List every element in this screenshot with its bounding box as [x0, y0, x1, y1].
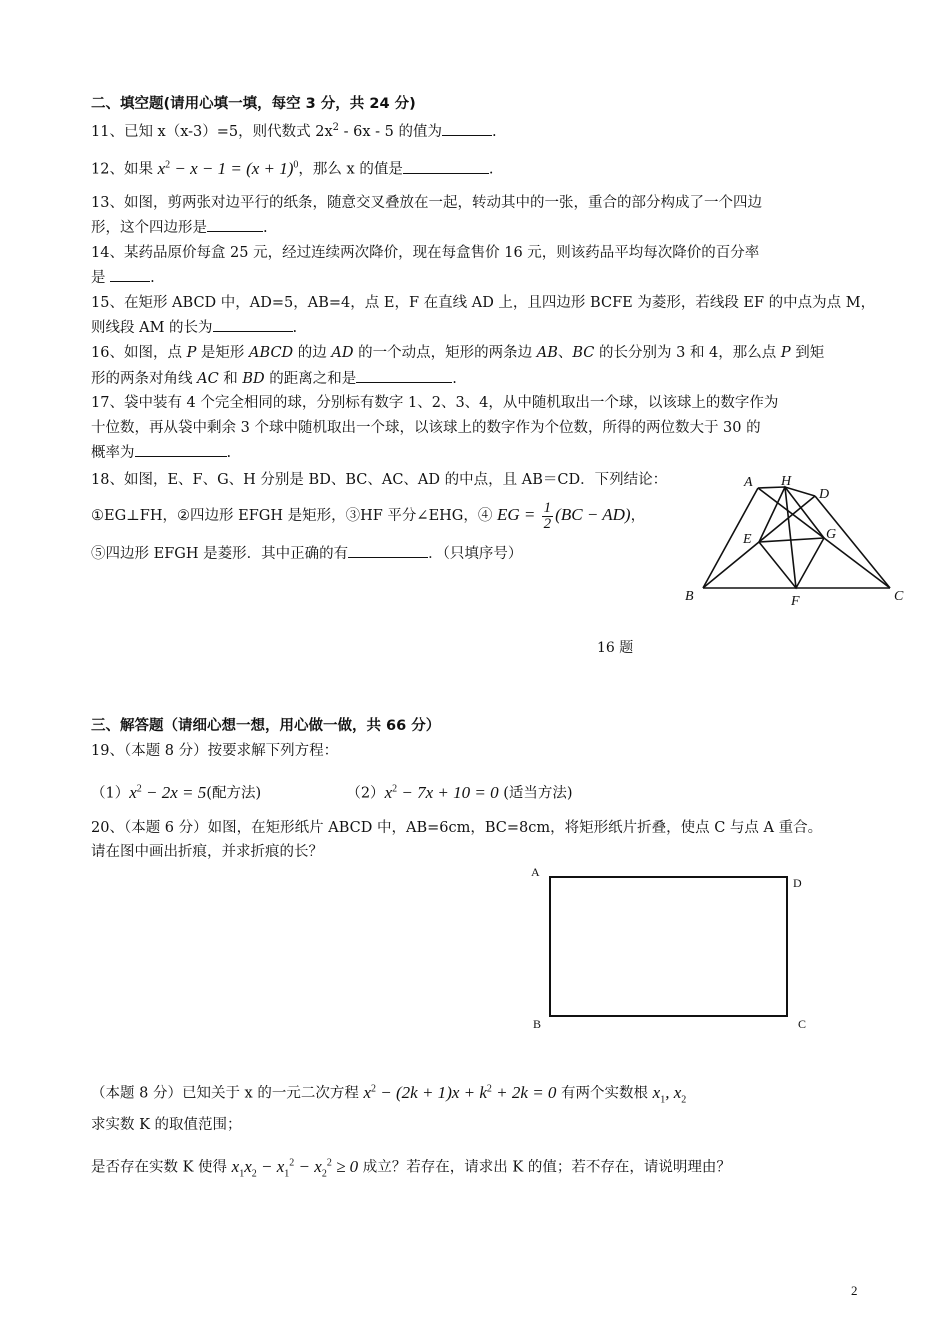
q12-equation: $x^2 - x - 1 = (x + 1)^0$: [157, 158, 299, 178]
q19-part2-label: （2）: [346, 785, 385, 802]
q21-text-d: 成立？若存在，请求出 K 的值；若不存在，请说明理由？: [358, 1159, 731, 1176]
q12-blank[interactable]: [403, 159, 489, 174]
q11-text-b: - 6x - 5 的值为: [339, 123, 443, 140]
q16-t2: 是矩形: [196, 345, 250, 361]
q16-AB: AB: [536, 345, 558, 361]
q14-text: 是: [91, 270, 111, 286]
q18-blank[interactable]: [348, 543, 428, 558]
q19-equation-2: $x^2 - 7x + 10 = 0$: [384, 782, 499, 802]
fig20-label-A: A: [531, 865, 540, 879]
question-19: 19、（本题 8 分）按要求解下列方程：: [91, 743, 339, 759]
fig20-label-B: B: [533, 1017, 542, 1031]
q21-text-b: 有两个实数根: [556, 1085, 653, 1102]
fig18-label-G: G: [826, 527, 837, 542]
fig20-label-D: D: [793, 876, 802, 890]
q16-t7: 到矩: [790, 345, 825, 361]
question-16-line1: [91, 343, 824, 363]
fig18-label-A: A: [744, 475, 753, 490]
q16-ABCD: ABCD: [249, 345, 294, 361]
question-13-line2: [91, 217, 268, 238]
q21-equation: $x^2 - (2k + 1)x + k^2 + 2k = 0$: [363, 1082, 557, 1102]
question-13-line1: 13、如图，剪两张对边平行的纸条，随意交叉叠放在一起，转动其中的一张，重合的部分构成了一个四边: [91, 195, 762, 211]
rectangle-ABCD: [550, 877, 787, 1016]
q13-end: .: [263, 220, 268, 236]
q16-P: P: [186, 345, 197, 361]
q17-end: .: [226, 445, 232, 461]
figure-rectangle-20: [525, 860, 815, 1040]
q16-t6: 的长分别为 3 和 4，那么点: [594, 345, 781, 361]
fig18-label-D: D: [819, 487, 830, 502]
q19-method-1: (配方法): [206, 785, 262, 802]
q11-end: .: [492, 123, 497, 140]
question-20-line2: 请在图中画出折痕，并求折痕的长？: [91, 844, 323, 860]
fig18-label-B: B: [685, 589, 694, 604]
question-21-line3: [91, 1150, 731, 1187]
q11-blank[interactable]: [442, 121, 492, 136]
q19-part1-label: （1）: [91, 785, 130, 802]
question-14-line2: [91, 267, 155, 288]
fig18-label-E: E: [743, 532, 752, 547]
question-16-line2: [91, 368, 457, 389]
question-18-line2: [91, 500, 645, 532]
question-21-line1: [91, 1076, 686, 1113]
question-15-line1: 15、在矩形 ABCD 中，AD=5，AB=4，点 E，F 在直线 AD 上，且四边形 BCFE 为菱形，若线段 EF 的中点为点 M，: [91, 295, 876, 311]
q18-text2: ⑤四边形 EFGH 是菱形．其中正确的有: [91, 546, 349, 562]
question-20-line1: 20、（本题 6 分）如图，在矩形纸片 ABCD 中，AB=6cm，BC=8cm，将矩形纸片折叠，使点 C 与点 A 重合。: [91, 820, 823, 836]
question-17-line3: [91, 442, 231, 463]
fig18-label-H: H: [781, 474, 792, 489]
q16-end: .: [452, 371, 457, 387]
fig18-label-F: F: [791, 594, 800, 608]
q13-text: 形，这个四边形是: [91, 220, 207, 236]
q16-blank[interactable]: [356, 368, 452, 383]
q16-P2: P: [780, 345, 791, 361]
q16-BC: BC: [572, 345, 595, 361]
segment-HF: [785, 487, 796, 588]
q21-text-c: 是否存在实数 K 使得: [91, 1159, 232, 1176]
q16-t1: 16、如图，点: [91, 345, 187, 361]
q16-t9: 和: [218, 371, 243, 387]
q14-end: .: [150, 270, 155, 286]
question-17-line1: 17、袋中装有 4 个完全相同的球，分别标有数字 1、2、3、4，从中随机取出一个球，以该球上的数字作为: [91, 395, 779, 411]
q16-t8: 形的两条对角线: [91, 371, 198, 387]
section3-heading: 三、解答题（请细心想一想，用心做一做，共 66 分）: [91, 718, 441, 734]
fig20-label-C: C: [798, 1017, 807, 1031]
q18-comma: ，: [630, 508, 646, 524]
q16-t3: 的边: [293, 345, 332, 361]
figure-caption: 16 题: [597, 640, 634, 656]
q15-blank[interactable]: [213, 317, 293, 332]
question-17-line2: 十位数，再从袋中剩余 3 个球中随机取出一个球，以该球上的数字作为个位数，所得的两位数大于 30 的: [91, 420, 761, 436]
q21-text-a: （本题 8 分）已知关于 x 的一元二次方程: [91, 1085, 364, 1102]
q16-t10: 的距离之和是: [264, 371, 357, 387]
q17-text: 概率为: [91, 445, 135, 461]
q16-AC: AC: [197, 371, 219, 387]
q12-text-a: 12、如果: [91, 161, 158, 178]
q12-end: .: [488, 161, 494, 178]
q17-blank[interactable]: [135, 442, 227, 457]
question-15-line2: [91, 317, 297, 338]
figure-quadrilateral-18: [675, 468, 915, 608]
question-21-line2: 求实数 K 的取值范围；: [91, 1117, 242, 1133]
q16-t5: 、: [557, 345, 573, 361]
question-18-line1: 18、如图，E、F、G、H 分别是 BD、BC、AC、AD 的中点，且 AB＝CD．下列结论：: [91, 472, 668, 488]
section2-heading: 二、填空题(请用心填一填，每空 3 分，共 24 分): [91, 96, 416, 112]
q19-method-2: (适当方法): [503, 785, 573, 802]
q12-text-b: ，那么 x 的值是: [298, 161, 403, 178]
q13-blank[interactable]: [207, 217, 263, 232]
edge-DC: [815, 496, 890, 588]
q14-blank[interactable]: [110, 267, 150, 282]
question-19-parts: [91, 779, 573, 804]
q11-sup: 2: [332, 122, 340, 133]
question-11: [91, 118, 497, 142]
q15-end: .: [292, 320, 298, 336]
page-number: 2: [851, 1283, 858, 1298]
quad-EFGH: [759, 487, 824, 588]
q16-t4: 的一个动点，矩形的两条边: [353, 345, 537, 361]
q19-equation-1: $x^2 - 2x = 5$: [129, 782, 207, 802]
q15-text: 则线段 AM 的长为: [91, 320, 213, 336]
question-14-line1: 14、某药品原价每盒 25 元，经过连续两次降价，现在每盒售价 16 元，则该药品平均每次降价的百分率: [91, 245, 760, 261]
question-18-line3: [91, 543, 522, 564]
q21-roots: $x_1$, $x_2$: [652, 1082, 687, 1106]
q18-text: ①EG⊥FH，②四边形 EFGH 是矩形，③HF 平分∠EHG，④: [91, 508, 497, 524]
q16-BD: BD: [242, 371, 265, 387]
q11-text: 11、已知 x（x-3）=5，则代数式 2x: [91, 123, 333, 140]
q18-formula: EG = $\frac{1}{2}$ (BC − AD): [497, 499, 631, 532]
q16-AD: AD: [331, 345, 354, 361]
q18-end: ．（只填序号）: [428, 546, 523, 562]
q21-inequality: $x_1x_2 - x_1^2 - x_2^2 \ge 0$: [231, 1156, 359, 1180]
question-12: [91, 155, 493, 180]
fig18-label-C: C: [894, 589, 904, 604]
